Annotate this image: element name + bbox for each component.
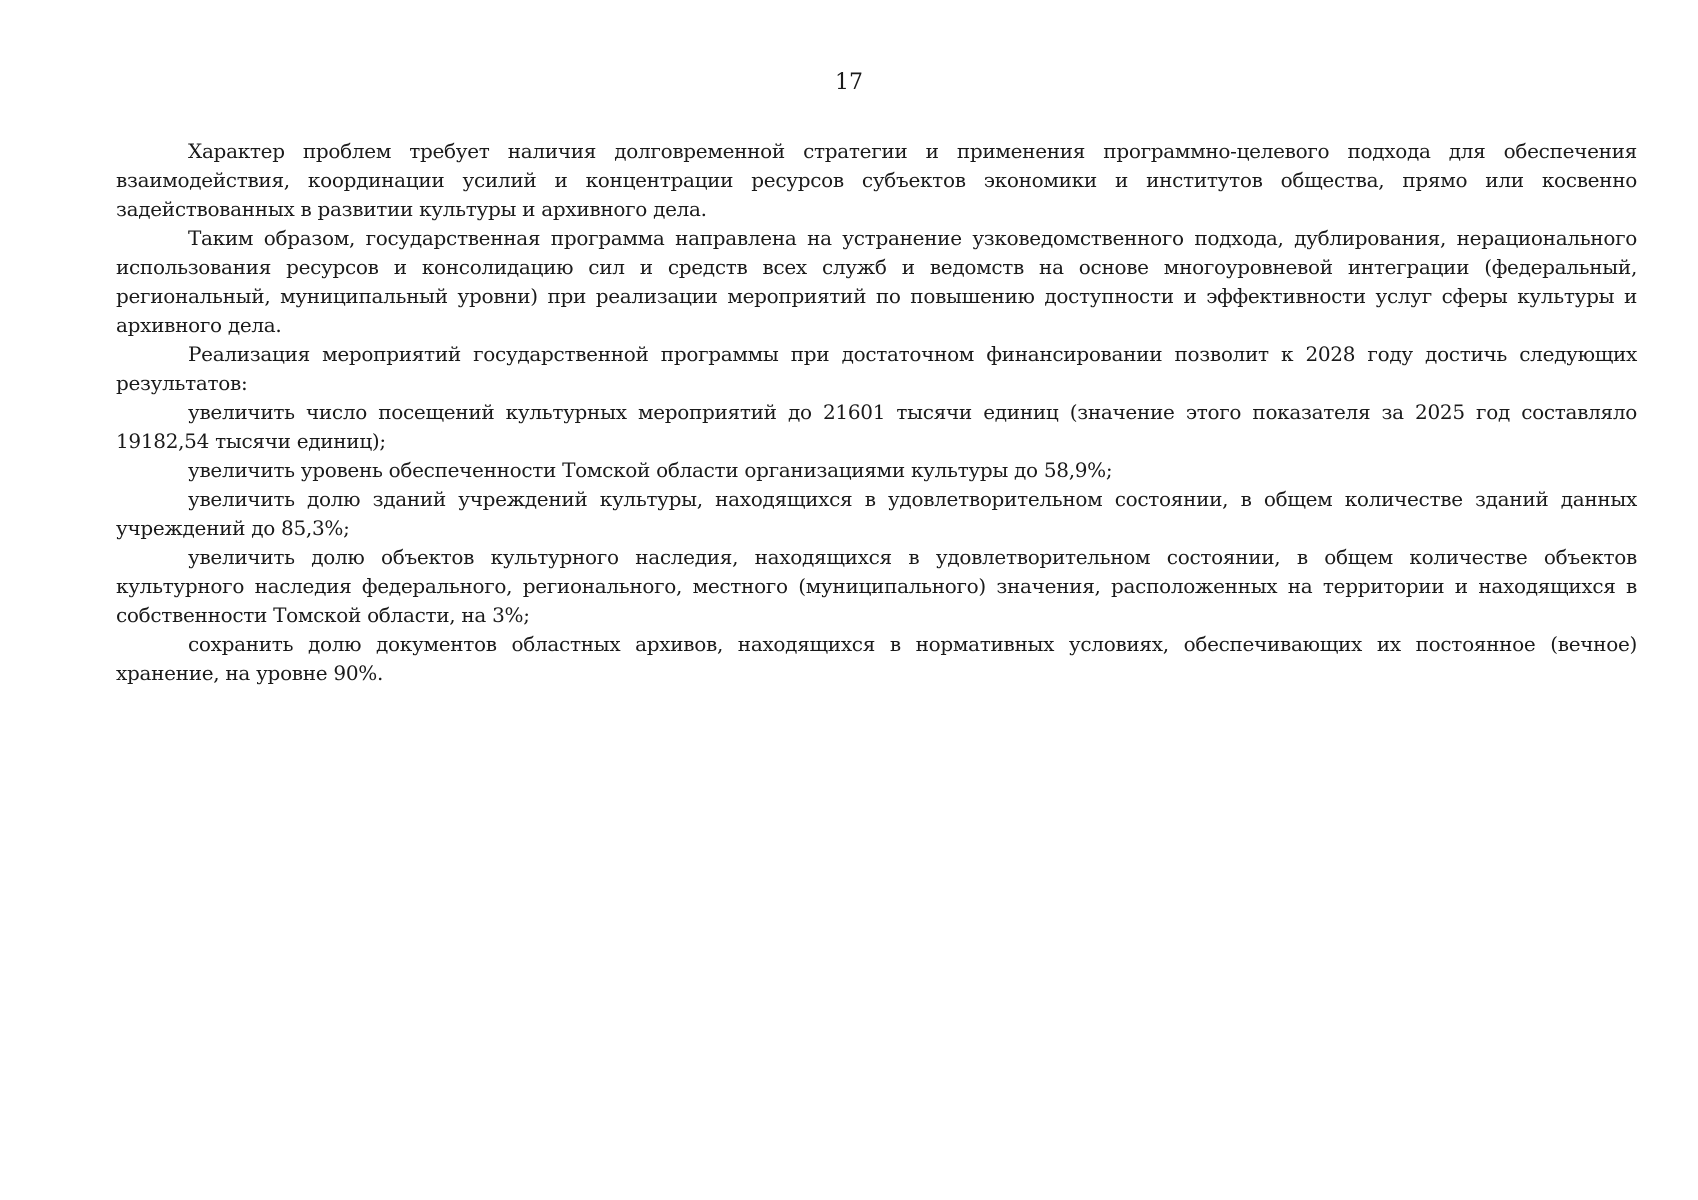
paragraph-expected-results-intro: Реализация мероприятий государственной программы при достаточном финансировании позволит к 2028 году достичь следующих результатов: xyxy=(116,342,1637,395)
paragraph-program-direction: Таким образом, государственная программа направлена на устранение узковедомственного подхода, дублирования, нерационального использования ресурсов и консолидацию сил и средств всех служб и ведомств на основе многоуровневой интеграции (федеральный, региональный, муниципальный уровни) при реализации мероприятий по повышению доступности и эффективности услуг сферы культуры и архивного дела. xyxy=(116,226,1637,337)
result-item-heritage-objects: увеличить долю объектов культурного наследия, находящихся в удовлетворительном состоянии, в общем количестве объектов культурного наследия федерального, регионального, местного (муниципального) значения, расположенных на территории и находящихся в собственности Томской области, на 3%; xyxy=(116,545,1637,627)
document-body xyxy=(116,137,1637,688)
page-number: 17 xyxy=(835,70,863,95)
result-item-archive-documents: сохранить долю документов областных архивов, находящихся в нормативных условиях, обеспечивающих их постоянное (вечное) хранение, на уровне 90%. xyxy=(116,632,1637,685)
result-item-buildings-share: увеличить долю зданий учреждений культуры, находящихся в удовлетворительном состоянии, в общем количестве зданий данных учреждений до 85,3%; xyxy=(116,487,1637,540)
result-item-visits: увеличить число посещений культурных мероприятий до 21601 тысячи единиц (значение этого показателя за 2025 год составляло 19182,54 тысячи единиц); xyxy=(116,400,1637,453)
result-item-provision-level: увеличить уровень обеспеченности Томской области организациями культуры до 58,9%; xyxy=(188,458,1113,482)
paragraph-problem-character: Характер проблем требует наличия долговременной стратегии и применения программно-целевого подхода для обеспечения взаимодействия, координации усилий и концентрации ресурсов субъектов экономики и институтов общества, прямо или косвенно задействованных в развитии культуры и архивного дела. xyxy=(116,139,1637,221)
